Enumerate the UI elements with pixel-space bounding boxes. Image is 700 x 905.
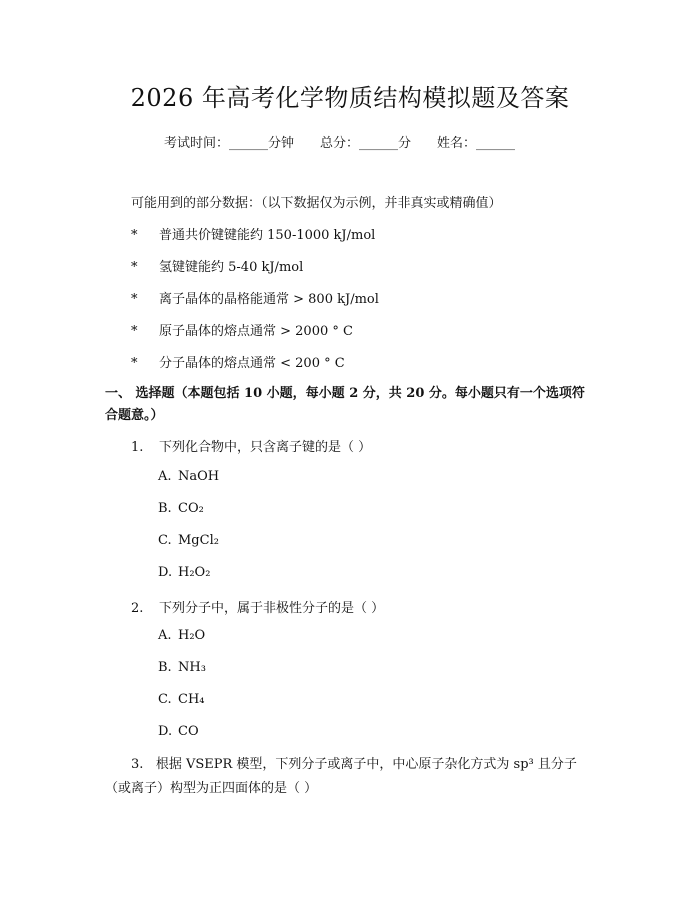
data-item bbox=[131, 256, 303, 275]
data-intro: 可能用到的部分数据：（以下数据仅为示例，并非真实或精确值） bbox=[131, 196, 502, 211]
data-item-text: 分子晶体的熔点通常 < 200 ° C bbox=[159, 356, 345, 371]
option-text: CO bbox=[178, 724, 199, 739]
data-item bbox=[131, 288, 379, 307]
option-letter: C. bbox=[158, 533, 172, 548]
data-item-text: 原子晶体的熔点通常 > 2000 ° C bbox=[159, 324, 353, 339]
option-d bbox=[158, 565, 210, 580]
bullet-mark: * bbox=[131, 228, 138, 243]
option-letter: B. bbox=[158, 501, 172, 516]
question-text: 下列分子中，属于非极性分子的是（ ） bbox=[159, 601, 385, 616]
option-text: H₂O₂ bbox=[178, 565, 211, 580]
option-letter: D. bbox=[158, 565, 173, 580]
bullet-mark: * bbox=[131, 260, 138, 275]
option-c bbox=[158, 533, 219, 548]
question-text: 下列化合物中，只含离子键的是（ ） bbox=[159, 440, 372, 455]
option-b bbox=[158, 501, 204, 516]
exam-time-field: 考试时间：______分钟 bbox=[164, 136, 295, 151]
document-title: 2026 年高考化学物质结构模拟题及答案 bbox=[130, 84, 570, 112]
option-text: H₂O bbox=[178, 628, 206, 643]
student-name-field: 姓名：______ bbox=[437, 136, 516, 151]
data-item bbox=[131, 224, 375, 243]
total-score-field: 总分：______分 bbox=[320, 136, 412, 151]
question-number: 1. bbox=[131, 440, 144, 455]
question-text: 根据 VSEPR 模型，下列分子或离子中，中心原子杂化方式为 sp³ 且分子（或离子）构型为正四面体的是（ ） bbox=[105, 757, 577, 796]
question-3 bbox=[105, 753, 595, 801]
bullet-mark: * bbox=[131, 356, 138, 371]
question-number: 3. bbox=[131, 757, 144, 772]
option-c bbox=[158, 692, 205, 707]
option-text: MgCl₂ bbox=[178, 533, 219, 548]
option-text: CO₂ bbox=[178, 501, 204, 516]
option-letter: B. bbox=[158, 660, 172, 675]
data-item-text: 普通共价键键能约 150-1000 kJ/mol bbox=[159, 228, 376, 243]
option-letter: D. bbox=[158, 724, 173, 739]
question-2 bbox=[131, 597, 384, 616]
option-a bbox=[158, 628, 205, 643]
exam-info-row bbox=[164, 132, 515, 151]
option-b bbox=[158, 660, 206, 675]
option-a bbox=[158, 469, 219, 484]
data-item-text: 氢键键能约 5-40 kJ/mol bbox=[159, 260, 304, 275]
section-heading: 一、 选择题（本题包括 10 小题，每小题 2 分，共 20 分。每小题只有一个选项符合题意。） bbox=[105, 386, 585, 423]
bullet-mark: * bbox=[131, 324, 138, 339]
data-item-text: 离子晶体的晶格能通常 > 800 kJ/mol bbox=[159, 292, 379, 307]
option-text: CH₄ bbox=[178, 692, 205, 707]
bullet-mark: * bbox=[131, 292, 138, 307]
option-letter: A. bbox=[158, 469, 172, 484]
data-item bbox=[131, 320, 353, 339]
option-letter: A. bbox=[158, 628, 172, 643]
question-number: 2. bbox=[131, 601, 144, 616]
option-text: NH₃ bbox=[178, 660, 206, 675]
question-1 bbox=[131, 436, 371, 455]
option-letter: C. bbox=[158, 692, 172, 707]
option-d bbox=[158, 724, 199, 739]
data-item bbox=[131, 352, 345, 371]
option-text: NaOH bbox=[178, 469, 220, 484]
